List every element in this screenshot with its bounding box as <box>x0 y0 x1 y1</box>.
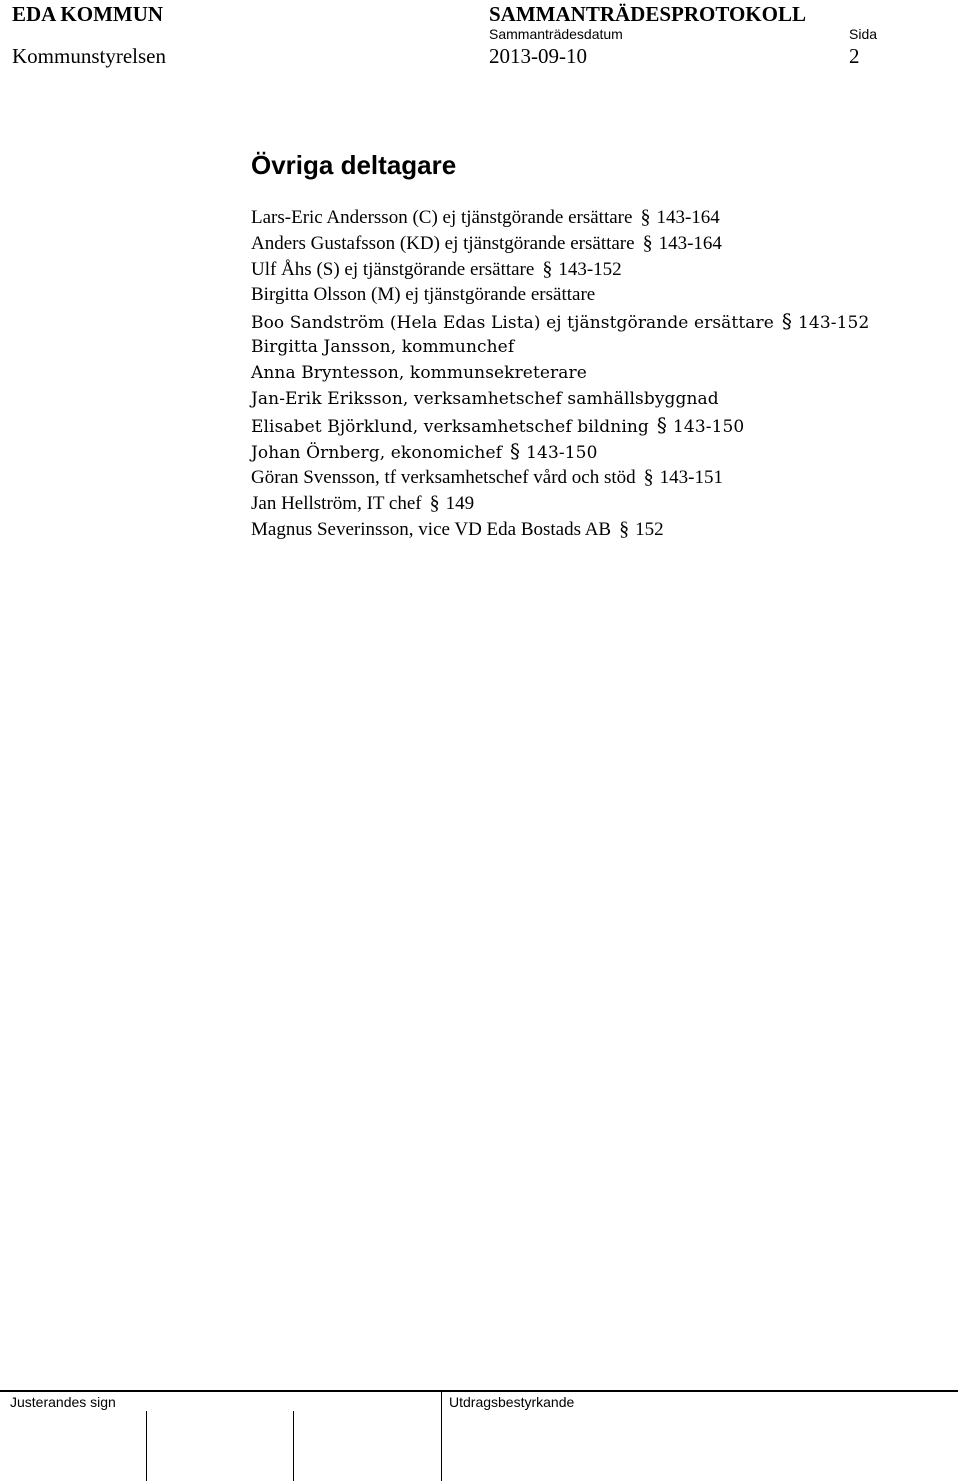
participant-item <box>251 386 869 412</box>
paragraph-symbol: § <box>429 492 440 514</box>
participant-item <box>251 360 869 386</box>
participant-item <box>251 282 869 308</box>
meeting-date: 2013-09-10 <box>489 44 587 68</box>
paragraph-range: 143-152 <box>558 259 622 280</box>
participant-item <box>251 412 869 438</box>
committee-name: Kommunstyrelsen <box>12 44 166 68</box>
certification-label: Utdragsbestyrkande <box>449 1394 575 1410</box>
participant-text: Jan Hellström, IT chef <box>251 493 422 514</box>
paragraph-symbol: § <box>510 439 521 463</box>
paragraph-range: 149 <box>445 493 475 514</box>
paragraph-range: 143-164 <box>658 233 722 254</box>
footer-column-divider <box>441 1392 442 1481</box>
paragraph-symbol: § <box>619 518 630 540</box>
section-title: Övriga deltagare <box>251 150 457 180</box>
participant-item <box>251 464 869 490</box>
participant-text: Birgitta Olsson (M) ej tjänstgörande ersättare <box>251 284 596 305</box>
participant-item <box>251 256 869 282</box>
paragraph-symbol: § <box>656 413 667 437</box>
page-label: Sida <box>849 26 878 42</box>
participant-item <box>251 516 869 542</box>
participant-item <box>251 230 869 256</box>
participant-text: Anders Gustafsson (KD) ej tjänstgörande ersättare <box>251 233 635 254</box>
paragraph-range: 143-150 <box>673 417 745 437</box>
signature-label: Justerandes sign <box>10 1394 116 1410</box>
participant-text: Göran Svensson, tf verksamhetschef vård och stöd <box>251 467 636 488</box>
signature-box-divider <box>293 1411 294 1481</box>
paragraph-range: 143-152 <box>798 313 870 333</box>
org-name: EDA KOMMUN <box>12 2 164 26</box>
paragraph-range: 143-150 <box>526 443 598 463</box>
footer-divider <box>0 1390 958 1392</box>
paragraph-symbol: § <box>781 309 793 333</box>
participant-text: Jan-Erik Eriksson, verksamhetschef samhällsbyggnad <box>251 389 719 409</box>
paragraph-range: 152 <box>635 519 664 540</box>
participant-list <box>251 204 869 542</box>
page-number: 2 <box>849 44 860 68</box>
participant-text: Boo Sandström (Hela Edas Lista) ej tjänstgörande ersättare <box>251 313 774 333</box>
paragraph-range: 143-151 <box>659 467 723 488</box>
participant-item <box>251 490 869 516</box>
participant-item <box>251 438 869 464</box>
participant-text: Anna Bryntesson, kommunsekreterare <box>251 363 587 383</box>
paragraph-symbol: § <box>643 466 654 488</box>
paragraph-symbol: § <box>542 258 553 280</box>
participant-text: Johan Örnberg, ekonomichef <box>251 443 503 463</box>
participant-text: Lars-Eric Andersson (C) ej tjänstgörande ersättare <box>251 207 633 228</box>
paragraph-symbol: § <box>640 206 651 228</box>
participant-text: Magnus Severinsson, vice VD Eda Bostads AB <box>251 519 612 540</box>
meeting-date-label: Sammanträdesdatum <box>489 26 623 42</box>
paragraph-symbol: § <box>642 232 653 254</box>
document-type: SAMMANTRÄDESPROTOKOLL <box>489 2 806 26</box>
participant-item <box>251 308 869 334</box>
participant-text: Elisabet Björklund, verksamhetschef bildning <box>251 417 649 437</box>
participant-text: Birgitta Jansson, kommunchef <box>251 337 515 357</box>
participant-item <box>251 334 869 360</box>
participant-text: Ulf Åhs (S) ej tjänstgörande ersättare <box>251 259 535 280</box>
participant-item <box>251 204 869 230</box>
paragraph-range: 143-164 <box>656 207 720 228</box>
signature-box-divider <box>146 1411 147 1481</box>
